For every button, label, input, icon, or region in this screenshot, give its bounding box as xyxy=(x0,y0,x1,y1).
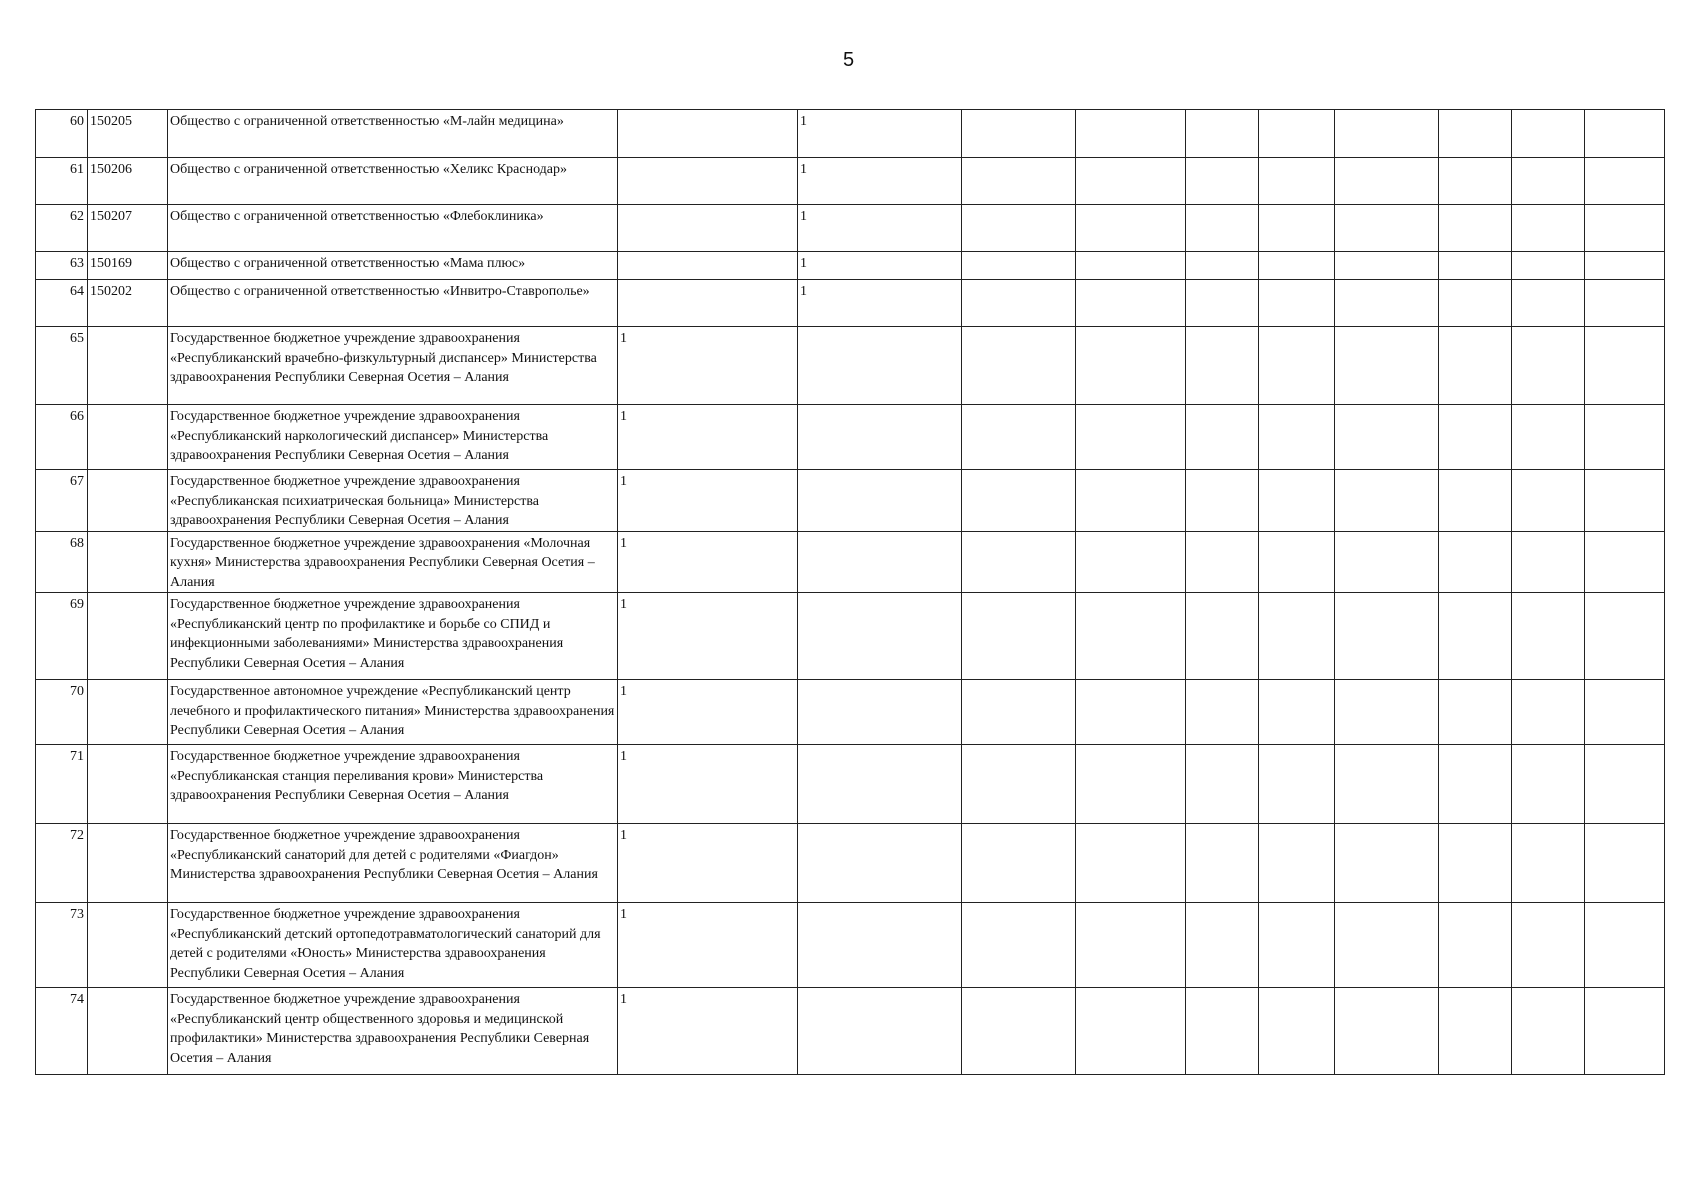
organization-name-cell: Общество с ограниченной ответственностью «Мама плюс» xyxy=(168,252,618,280)
value-cell-3 xyxy=(962,158,1076,205)
value-cell-10 xyxy=(1585,252,1665,280)
value-cell-8 xyxy=(1439,405,1512,470)
value-cell-7 xyxy=(1335,252,1439,280)
value-cell-3 xyxy=(962,593,1076,680)
organization-name-cell: Государственное бюджетное учреждение здравоохранения «Республиканский детский ортопедотравматологический санаторий для детей с родителями «Юность» Министерства здравоохранения Республики Северная Осетия – Алания xyxy=(168,903,618,988)
value-cell-3 xyxy=(962,680,1076,745)
value-cell-5 xyxy=(1186,280,1259,327)
organization-name-cell: Государственное бюджетное учреждение здравоохранения «Республиканский санаторий для детей с родителями «Фиагдон» Министерства здравоохранения Республики Северная Осетия – Алания xyxy=(168,824,618,903)
value-cell-9 xyxy=(1512,745,1585,824)
value-cell-7 xyxy=(1335,110,1439,158)
registry-code-cell xyxy=(88,988,168,1075)
value-cell-10 xyxy=(1585,405,1665,470)
value-cell-10 xyxy=(1585,110,1665,158)
table-row xyxy=(36,252,1665,280)
row-number-cell: 72 xyxy=(36,824,88,903)
row-number-cell: 69 xyxy=(36,593,88,680)
organization-name-cell: Государственное бюджетное учреждение здравоохранения «Молочная кухня» Министерства здравоохранения Республики Северная Осетия – Алания xyxy=(168,531,618,593)
value-cell-2: 1 xyxy=(798,280,962,327)
value-cell-6 xyxy=(1259,824,1335,903)
value-cell-7 xyxy=(1335,680,1439,745)
value-cell-5 xyxy=(1186,903,1259,988)
value-cell-2 xyxy=(798,405,962,470)
value-cell-8 xyxy=(1439,680,1512,745)
value-cell-3 xyxy=(962,252,1076,280)
value-cell-5 xyxy=(1186,110,1259,158)
row-number-cell: 60 xyxy=(36,110,88,158)
value-cell-9 xyxy=(1512,824,1585,903)
value-cell-9 xyxy=(1512,280,1585,327)
row-number-cell: 66 xyxy=(36,405,88,470)
organization-name-cell: Общество с ограниченной ответственностью «Флебоклиника» xyxy=(168,205,618,252)
value-cell-5 xyxy=(1186,405,1259,470)
value-cell-8 xyxy=(1439,903,1512,988)
value-cell-7 xyxy=(1335,327,1439,405)
value-cell-4 xyxy=(1076,280,1186,327)
value-cell-5 xyxy=(1186,470,1259,532)
table-row xyxy=(36,680,1665,745)
value-cell-3 xyxy=(962,745,1076,824)
value-cell-6 xyxy=(1259,405,1335,470)
value-cell-8 xyxy=(1439,470,1512,532)
value-cell-7 xyxy=(1335,405,1439,470)
row-number-cell: 74 xyxy=(36,988,88,1075)
table-row xyxy=(36,470,1665,532)
value-cell-4 xyxy=(1076,158,1186,205)
value-cell-8 xyxy=(1439,252,1512,280)
value-cell-10 xyxy=(1585,824,1665,903)
table-row xyxy=(36,280,1665,327)
row-number-cell: 65 xyxy=(36,327,88,405)
row-number-cell: 62 xyxy=(36,205,88,252)
page-number: 5 xyxy=(842,49,855,71)
registry-code-cell xyxy=(88,903,168,988)
table-row xyxy=(36,405,1665,470)
registry-code-cell xyxy=(88,745,168,824)
value-cell-2 xyxy=(798,824,962,903)
registry-code-cell xyxy=(88,593,168,680)
value-cell-9 xyxy=(1512,988,1585,1075)
value-cell-4 xyxy=(1076,110,1186,158)
value-cell-5 xyxy=(1186,531,1259,593)
value-cell-1: 1 xyxy=(618,903,798,988)
registry-code-cell xyxy=(88,470,168,532)
row-number-cell: 63 xyxy=(36,252,88,280)
value-cell-7 xyxy=(1335,593,1439,680)
value-cell-3 xyxy=(962,903,1076,988)
value-cell-2: 1 xyxy=(798,158,962,205)
value-cell-7 xyxy=(1335,745,1439,824)
value-cell-6 xyxy=(1259,110,1335,158)
value-cell-3 xyxy=(962,280,1076,327)
value-cell-2: 1 xyxy=(798,110,962,158)
value-cell-6 xyxy=(1259,680,1335,745)
value-cell-2 xyxy=(798,745,962,824)
registry-code-cell: 150202 xyxy=(88,280,168,327)
organization-name-cell: Государственное бюджетное учреждение здравоохранения «Республиканский центр по профилактике и борьбе со СПИД и инфекционными заболеваниями» Министерства здравоохранения Республики Северная Осетия – Алания xyxy=(168,593,618,680)
value-cell-5 xyxy=(1186,988,1259,1075)
row-number-cell: 70 xyxy=(36,680,88,745)
registry-code-cell xyxy=(88,405,168,470)
value-cell-6 xyxy=(1259,280,1335,327)
value-cell-9 xyxy=(1512,405,1585,470)
value-cell-6 xyxy=(1259,745,1335,824)
value-cell-8 xyxy=(1439,531,1512,593)
value-cell-6 xyxy=(1259,327,1335,405)
value-cell-5 xyxy=(1186,205,1259,252)
value-cell-10 xyxy=(1585,593,1665,680)
row-number-cell: 71 xyxy=(36,745,88,824)
value-cell-4 xyxy=(1076,470,1186,532)
value-cell-9 xyxy=(1512,205,1585,252)
value-cell-3 xyxy=(962,327,1076,405)
value-cell-3 xyxy=(962,531,1076,593)
value-cell-2 xyxy=(798,470,962,532)
value-cell-7 xyxy=(1335,531,1439,593)
value-cell-3 xyxy=(962,205,1076,252)
value-cell-6 xyxy=(1259,903,1335,988)
value-cell-10 xyxy=(1585,205,1665,252)
registry-code-cell xyxy=(88,327,168,405)
value-cell-10 xyxy=(1585,680,1665,745)
organization-name-cell: Государственное бюджетное учреждение здравоохранения «Республиканская психиатрическая больница» Министерства здравоохранения Республики Северная Осетия – Алания xyxy=(168,470,618,532)
value-cell-6 xyxy=(1259,470,1335,532)
value-cell-8 xyxy=(1439,988,1512,1075)
table-row xyxy=(36,824,1665,903)
value-cell-9 xyxy=(1512,252,1585,280)
value-cell-6 xyxy=(1259,158,1335,205)
value-cell-1: 1 xyxy=(618,988,798,1075)
value-cell-4 xyxy=(1076,593,1186,680)
value-cell-10 xyxy=(1585,531,1665,593)
value-cell-10 xyxy=(1585,158,1665,205)
value-cell-2 xyxy=(798,903,962,988)
table-row xyxy=(36,158,1665,205)
value-cell-9 xyxy=(1512,470,1585,532)
value-cell-10 xyxy=(1585,903,1665,988)
value-cell-9 xyxy=(1512,680,1585,745)
table-row xyxy=(36,745,1665,824)
organization-name-cell: Общество с ограниченной ответственностью «Хеликс Краснодар» xyxy=(168,158,618,205)
value-cell-2: 1 xyxy=(798,205,962,252)
value-cell-3 xyxy=(962,470,1076,532)
value-cell-7 xyxy=(1335,280,1439,327)
value-cell-4 xyxy=(1076,680,1186,745)
row-number-cell: 61 xyxy=(36,158,88,205)
value-cell-6 xyxy=(1259,988,1335,1075)
value-cell-4 xyxy=(1076,205,1186,252)
value-cell-1: 1 xyxy=(618,470,798,532)
registry-code-cell: 150206 xyxy=(88,158,168,205)
value-cell-3 xyxy=(962,405,1076,470)
value-cell-1: 1 xyxy=(618,405,798,470)
value-cell-5 xyxy=(1186,824,1259,903)
value-cell-8 xyxy=(1439,824,1512,903)
value-cell-10 xyxy=(1585,280,1665,327)
value-cell-2 xyxy=(798,531,962,593)
value-cell-6 xyxy=(1259,531,1335,593)
value-cell-1: 1 xyxy=(618,824,798,903)
value-cell-7 xyxy=(1335,824,1439,903)
value-cell-1: 1 xyxy=(618,531,798,593)
value-cell-1 xyxy=(618,280,798,327)
value-cell-9 xyxy=(1512,593,1585,680)
value-cell-4 xyxy=(1076,745,1186,824)
value-cell-3 xyxy=(962,824,1076,903)
organization-name-cell: Общество с ограниченной ответственностью «Инвитро-Ставрополье» xyxy=(168,280,618,327)
value-cell-8 xyxy=(1439,158,1512,205)
value-cell-4 xyxy=(1076,903,1186,988)
value-cell-5 xyxy=(1186,327,1259,405)
value-cell-1 xyxy=(618,252,798,280)
value-cell-1 xyxy=(618,110,798,158)
value-cell-10 xyxy=(1585,988,1665,1075)
value-cell-9 xyxy=(1512,110,1585,158)
value-cell-8 xyxy=(1439,110,1512,158)
value-cell-4 xyxy=(1076,252,1186,280)
value-cell-1 xyxy=(618,205,798,252)
value-cell-1 xyxy=(618,158,798,205)
registry-table-body xyxy=(36,110,1665,1075)
value-cell-10 xyxy=(1585,327,1665,405)
row-number-cell: 68 xyxy=(36,531,88,593)
value-cell-7 xyxy=(1335,903,1439,988)
value-cell-7 xyxy=(1335,158,1439,205)
value-cell-7 xyxy=(1335,470,1439,532)
table-row xyxy=(36,205,1665,252)
table-row xyxy=(36,988,1665,1075)
registry-table xyxy=(35,109,1665,1075)
value-cell-4 xyxy=(1076,531,1186,593)
value-cell-5 xyxy=(1186,593,1259,680)
table-row xyxy=(36,110,1665,158)
organization-name-cell: Государственное бюджетное учреждение здравоохранения «Республиканская станция переливания крови» Министерства здравоохранения Республики Северная Осетия – Алания xyxy=(168,745,618,824)
value-cell-8 xyxy=(1439,280,1512,327)
value-cell-1: 1 xyxy=(618,680,798,745)
value-cell-4 xyxy=(1076,988,1186,1075)
registry-code-cell xyxy=(88,531,168,593)
registry-code-cell: 150207 xyxy=(88,205,168,252)
organization-name-cell: Государственное бюджетное учреждение здравоохранения «Республиканский наркологический диспансер» Министерства здравоохранения Республики Северная Осетия – Алания xyxy=(168,405,618,470)
value-cell-5 xyxy=(1186,745,1259,824)
value-cell-3 xyxy=(962,988,1076,1075)
value-cell-3 xyxy=(962,110,1076,158)
value-cell-5 xyxy=(1186,680,1259,745)
value-cell-10 xyxy=(1585,470,1665,532)
table-row xyxy=(36,903,1665,988)
value-cell-4 xyxy=(1076,405,1186,470)
table-row xyxy=(36,327,1665,405)
value-cell-6 xyxy=(1259,593,1335,680)
value-cell-4 xyxy=(1076,824,1186,903)
row-number-cell: 67 xyxy=(36,470,88,532)
value-cell-10 xyxy=(1585,745,1665,824)
registry-code-cell: 150205 xyxy=(88,110,168,158)
value-cell-9 xyxy=(1512,903,1585,988)
value-cell-2 xyxy=(798,327,962,405)
value-cell-5 xyxy=(1186,252,1259,280)
value-cell-7 xyxy=(1335,988,1439,1075)
row-number-cell: 73 xyxy=(36,903,88,988)
value-cell-9 xyxy=(1512,158,1585,205)
value-cell-9 xyxy=(1512,327,1585,405)
organization-name-cell: Общество с ограниченной ответственностью «М-лайн медицина» xyxy=(168,110,618,158)
value-cell-1: 1 xyxy=(618,745,798,824)
value-cell-9 xyxy=(1512,531,1585,593)
value-cell-2 xyxy=(798,988,962,1075)
organization-name-cell: Государственное бюджетное учреждение здравоохранения «Республиканский центр общественного здоровья и медицинской профилактики» Министерства здравоохранения Республики Северная Осетия – Алания xyxy=(168,988,618,1075)
table-row xyxy=(36,531,1665,593)
value-cell-1: 1 xyxy=(618,327,798,405)
value-cell-7 xyxy=(1335,205,1439,252)
value-cell-4 xyxy=(1076,327,1186,405)
table-row xyxy=(36,593,1665,680)
value-cell-2 xyxy=(798,680,962,745)
registry-code-cell xyxy=(88,824,168,903)
value-cell-1: 1 xyxy=(618,593,798,680)
organization-name-cell: Государственное автономное учреждение «Республиканский центр лечебного и профилактического питания» Министерства здравоохранения Республики Северная Осетия – Алания xyxy=(168,680,618,745)
value-cell-6 xyxy=(1259,205,1335,252)
value-cell-8 xyxy=(1439,593,1512,680)
value-cell-6 xyxy=(1259,252,1335,280)
value-cell-8 xyxy=(1439,327,1512,405)
organization-name-cell: Государственное бюджетное учреждение здравоохранения «Республиканский врачебно-физкультурный диспансер» Министерства здравоохранения Республики Северная Осетия – Алания xyxy=(168,327,618,405)
value-cell-8 xyxy=(1439,745,1512,824)
row-number-cell: 64 xyxy=(36,280,88,327)
value-cell-2 xyxy=(798,593,962,680)
value-cell-2: 1 xyxy=(798,252,962,280)
value-cell-5 xyxy=(1186,158,1259,205)
registry-code-cell xyxy=(88,680,168,745)
registry-code-cell: 150169 xyxy=(88,252,168,280)
value-cell-8 xyxy=(1439,205,1512,252)
